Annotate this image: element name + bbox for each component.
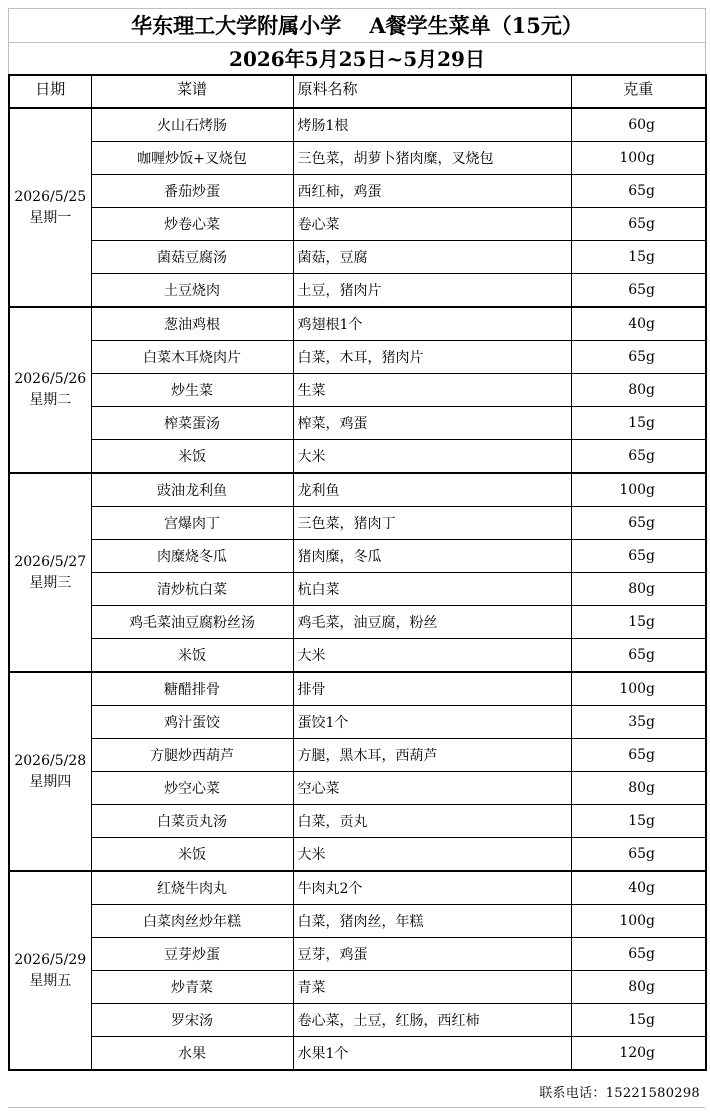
weight-cell: 65g	[571, 208, 706, 241]
menu-body	[9, 108, 706, 1070]
weight-cell: 65g	[571, 274, 706, 308]
dish-cell: 糖醋排骨	[91, 672, 293, 706]
weight-cell: 100g	[571, 142, 706, 175]
dish-cell: 炒青菜	[91, 971, 293, 1004]
weight-cell: 15g	[571, 606, 706, 639]
ingredients-cell: 土豆，猪肉片	[293, 274, 571, 308]
dish-cell: 炒生菜	[91, 374, 293, 407]
day-date-cell	[9, 307, 91, 473]
weight-cell: 65g	[571, 739, 706, 772]
weight-cell: 65g	[571, 938, 706, 971]
table-row	[9, 639, 706, 673]
ingredients-cell: 烤肠1根	[293, 108, 571, 142]
weight-cell: 65g	[571, 341, 706, 374]
weight-cell: 65g	[571, 838, 706, 872]
table-row	[9, 142, 706, 175]
dish-cell: 白菜肉丝炒年糕	[91, 905, 293, 938]
table-row	[9, 241, 706, 274]
dish-cell: 清炒杭白菜	[91, 573, 293, 606]
weight-cell: 35g	[571, 706, 706, 739]
contact-phone: 联系电话：15221580298	[539, 1086, 700, 1101]
weight-cell: 65g	[571, 639, 706, 673]
table-row	[9, 772, 706, 805]
page-title: 华东理工大学附属小学 A餐学生菜单（15元）	[8, 8, 706, 43]
table-header-row	[9, 75, 706, 108]
table-row	[9, 507, 706, 540]
footer-divider	[8, 1107, 705, 1108]
table-row	[9, 938, 706, 971]
dish-cell: 方腿炒西葫芦	[91, 739, 293, 772]
dish-cell: 鸡毛菜油豆腐粉丝汤	[91, 606, 293, 639]
weight-cell: 80g	[571, 374, 706, 407]
dish-cell: 鸡汁蛋饺	[91, 706, 293, 739]
ingredients-cell: 大米	[293, 838, 571, 872]
table-row	[9, 307, 706, 341]
ingredients-cell: 白菜，贡丸	[293, 805, 571, 838]
weight-cell: 40g	[571, 871, 706, 905]
dish-cell: 豆芽炒蛋	[91, 938, 293, 971]
day-date-cell	[9, 108, 91, 307]
day-date: 2026/5/29	[14, 951, 87, 968]
weight-cell: 15g	[571, 805, 706, 838]
table-row	[9, 871, 706, 905]
dish-cell: 宫爆肉丁	[91, 507, 293, 540]
dish-cell: 菌菇豆腐汤	[91, 241, 293, 274]
table-row	[9, 540, 706, 573]
table-row	[9, 175, 706, 208]
ingredients-cell: 榨菜，鸡蛋	[293, 407, 571, 440]
ingredients-cell: 大米	[293, 440, 571, 474]
day-date: 2026/5/25	[14, 188, 87, 205]
date-range-subtitle: 2026年5月25日~5月29日	[8, 42, 706, 75]
table-row	[9, 1037, 706, 1071]
table-row	[9, 971, 706, 1004]
dish-cell: 炒卷心菜	[91, 208, 293, 241]
table-row	[9, 905, 706, 938]
weight-cell: 40g	[571, 307, 706, 341]
menu-table	[8, 74, 707, 1071]
ingredients-cell: 卷心菜，土豆，红肠，西红柿	[293, 1004, 571, 1037]
dish-cell: 白菜木耳烧肉片	[91, 341, 293, 374]
table-row	[9, 739, 706, 772]
day-date-cell	[9, 672, 91, 871]
day-date: 2026/5/28	[14, 752, 87, 769]
ingredients-cell: 方腿，黑木耳，西葫芦	[293, 739, 571, 772]
table-row	[9, 805, 706, 838]
dish-cell: 红烧牛肉丸	[91, 871, 293, 905]
ingredients-cell: 三色菜，猪肉丁	[293, 507, 571, 540]
header-date: 日期	[9, 75, 91, 108]
day-weekday: 星期一	[29, 209, 72, 226]
weight-cell: 15g	[571, 1004, 706, 1037]
weight-cell: 65g	[571, 507, 706, 540]
ingredients-cell: 青菜	[293, 971, 571, 1004]
dish-cell: 番茄炒蛋	[91, 175, 293, 208]
table-row	[9, 606, 706, 639]
table-row	[9, 407, 706, 440]
ingredients-cell: 生菜	[293, 374, 571, 407]
ingredients-cell: 杭白菜	[293, 573, 571, 606]
day-date: 2026/5/26	[14, 371, 87, 387]
weight-cell: 80g	[571, 971, 706, 1004]
weight-cell: 65g	[571, 540, 706, 573]
weight-cell: 65g	[571, 175, 706, 208]
ingredients-cell: 卷心菜	[293, 208, 571, 241]
dish-cell: 米饭	[91, 440, 293, 474]
weight-cell: 80g	[571, 772, 706, 805]
ingredients-cell: 白菜，木耳，猪肉片	[293, 341, 571, 374]
weight-cell: 60g	[571, 108, 706, 142]
day-date: 2026/5/27	[14, 553, 87, 570]
dish-cell: 葱油鸡根	[91, 307, 293, 341]
day-date-cell	[9, 871, 91, 1070]
table-row	[9, 672, 706, 706]
dish-cell: 火山石烤肠	[91, 108, 293, 142]
day-weekday: 星期三	[29, 574, 72, 591]
header-weight: 克重	[571, 75, 706, 108]
ingredients-cell: 大米	[293, 639, 571, 673]
weight-cell: 100g	[571, 905, 706, 938]
ingredients-cell: 猪肉糜，冬瓜	[293, 540, 571, 573]
weight-cell: 15g	[571, 241, 706, 274]
table-row	[9, 838, 706, 872]
ingredients-cell: 菌菇，豆腐	[293, 241, 571, 274]
weight-cell: 80g	[571, 573, 706, 606]
ingredients-cell: 鸡毛菜，油豆腐，粉丝	[293, 606, 571, 639]
weight-cell: 100g	[571, 473, 706, 507]
table-row	[9, 706, 706, 739]
table-row	[9, 108, 706, 142]
dish-cell: 咖喱炒饭+叉烧包	[91, 142, 293, 175]
dish-cell: 土豆烧肉	[91, 274, 293, 308]
weight-cell: 100g	[571, 672, 706, 706]
ingredients-cell: 鸡翅根1个	[293, 307, 571, 341]
dish-cell: 罗宋汤	[91, 1004, 293, 1037]
ingredients-cell: 龙利鱼	[293, 473, 571, 507]
dish-cell: 白菜贡丸汤	[91, 805, 293, 838]
table-row	[9, 1004, 706, 1037]
ingredients-cell: 蛋饺1个	[293, 706, 571, 739]
ingredients-cell: 豆芽，鸡蛋	[293, 938, 571, 971]
ingredients-cell: 牛肉丸2个	[293, 871, 571, 905]
day-date-cell	[9, 473, 91, 672]
day-weekday: 星期二	[29, 392, 72, 408]
table-row	[9, 208, 706, 241]
dish-cell: 肉糜烧冬瓜	[91, 540, 293, 573]
table-row	[9, 374, 706, 407]
ingredients-cell: 排骨	[293, 672, 571, 706]
dish-cell: 炒空心菜	[91, 772, 293, 805]
weight-cell: 120g	[571, 1037, 706, 1071]
header-dish: 菜谱	[91, 75, 293, 108]
ingredients-cell: 空心菜	[293, 772, 571, 805]
table-row	[9, 440, 706, 474]
ingredients-cell: 三色菜，胡萝卜猪肉糜，叉烧包	[293, 142, 571, 175]
dish-cell: 榨菜蛋汤	[91, 407, 293, 440]
ingredients-cell: 西红柿，鸡蛋	[293, 175, 571, 208]
weight-cell: 15g	[571, 407, 706, 440]
table-row	[9, 573, 706, 606]
dish-cell: 豉油龙利鱼	[91, 473, 293, 507]
weight-cell: 65g	[571, 440, 706, 474]
table-row	[9, 341, 706, 374]
dish-cell: 水果	[91, 1037, 293, 1071]
ingredients-cell: 水果1个	[293, 1037, 571, 1071]
dish-cell: 米饭	[91, 639, 293, 673]
table-row	[9, 274, 706, 308]
ingredients-cell: 白菜，猪肉丝，年糕	[293, 905, 571, 938]
table-row	[9, 473, 706, 507]
day-weekday: 星期四	[29, 773, 72, 790]
header-ingredients: 原料名称	[293, 75, 571, 108]
day-weekday: 星期五	[29, 972, 72, 989]
dish-cell: 米饭	[91, 838, 293, 872]
